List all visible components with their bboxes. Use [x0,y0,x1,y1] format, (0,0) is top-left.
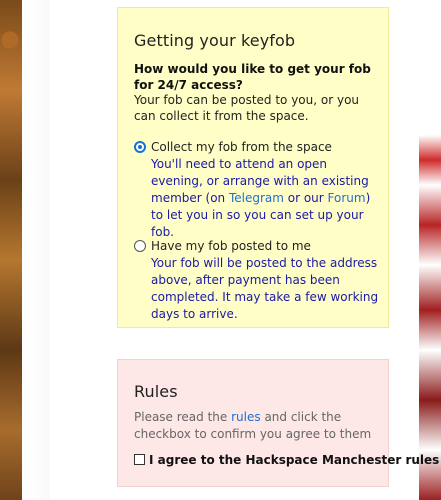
radio-option-collect-label[interactable]: Collect my fob from the space [151,140,332,154]
background-photo-right [419,0,441,500]
rules-section [117,359,440,487]
forum-link[interactable]: Forum [327,191,366,205]
rules-agree-label[interactable]: I agree to the Hackspace Manchester rules [149,453,440,467]
keyfob-section [117,7,389,328]
radio-checked-icon[interactable] [134,141,146,153]
keyfob-section-title: Getting your keyfob [134,31,296,50]
radio-option-post-description: Your fob will be posted to the address above, after payment has been completed. It may take a few working days to arrive. [151,256,379,321]
collect-desc-end: ) to let you in so you can set up your fob. [151,191,371,239]
rules-link[interactable]: rules [231,410,261,424]
background-photo-left [0,0,22,500]
radio-option-post[interactable] [134,239,384,321]
rules-text-start: Please read the [134,410,232,424]
telegram-link[interactable]: Telegram [228,191,284,205]
radio-option-collect-description [151,156,382,241]
keyfob-question: How would you like to get your fob for 24/7 access? [134,62,371,92]
collect-desc-mid: or our [283,191,328,205]
page-margin-left [22,0,50,500]
rules-agree-row[interactable] [134,453,440,469]
radio-unchecked-icon[interactable] [134,240,146,252]
rules-instructions [134,409,379,443]
radio-option-post-label[interactable]: Have my fob posted to me [151,239,311,253]
page-margin-right [389,0,419,500]
checkbox-icon[interactable] [134,454,145,465]
collect-desc-start: You'll need to attend an open evening, or arrange with an existing member (on [151,157,369,205]
keyfob-helptext: Your fob can be posted to you, or you can collect it from the space. [134,93,360,123]
rules-section-title: Rules [134,382,178,401]
radio-option-collect[interactable] [134,140,384,239]
rules-text-end: and click the checkbox to confirm you agree to them [134,410,372,441]
